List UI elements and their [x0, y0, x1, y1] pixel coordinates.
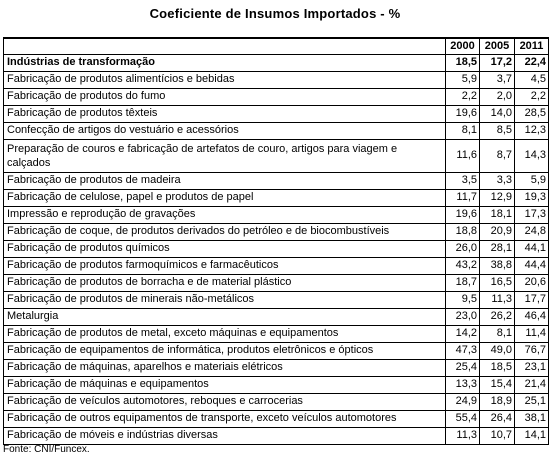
value-cell: 8,5: [480, 122, 515, 139]
column-header-2005: 2005: [480, 38, 515, 54]
value-cell: 38,1: [515, 410, 549, 427]
value-cell: 25,4: [446, 359, 480, 376]
row-label: Fabricação de produtos de madeira: [4, 172, 446, 189]
value-cell: 5,9: [446, 71, 480, 88]
value-cell: 14,3: [515, 139, 549, 172]
value-cell: 43,2: [446, 257, 480, 274]
table-row: [4, 342, 549, 359]
value-cell: 18,5: [480, 359, 515, 376]
value-cell: 11,7: [446, 189, 480, 206]
value-cell: 14,0: [480, 105, 515, 122]
table-row: [4, 240, 549, 257]
value-cell: 2,0: [480, 88, 515, 105]
row-label: Fabricação de máquinas, aparelhos e materiais elétricos: [4, 359, 446, 376]
header-row: [4, 38, 549, 54]
table-row: [4, 223, 549, 240]
value-cell: 22,4: [515, 54, 549, 71]
value-cell: 5,9: [515, 172, 549, 189]
table-title: Coeficiente de Insumos Importados - %: [149, 6, 401, 21]
value-cell: 26,0: [446, 240, 480, 257]
row-label: Preparação de couros e fabricação de artefatos de couro, artigos para viagem e calçados: [4, 139, 446, 172]
value-cell: 11,6: [446, 139, 480, 172]
value-cell: 16,5: [480, 274, 515, 291]
value-cell: 3,7: [480, 71, 515, 88]
row-label: Fabricação de produtos farmoquímicos e farmacêuticos: [4, 257, 446, 274]
table-row: [4, 172, 549, 189]
value-cell: 26,2: [480, 308, 515, 325]
value-cell: 2,2: [446, 88, 480, 105]
value-cell: 46,4: [515, 308, 549, 325]
value-cell: 4,5: [515, 71, 549, 88]
row-label: Impressão e reprodução de gravações: [4, 206, 446, 223]
value-cell: 3,3: [480, 172, 515, 189]
value-cell: 8,7: [480, 139, 515, 172]
value-cell: 11,4: [515, 325, 549, 342]
table-row: [4, 71, 549, 88]
table-row: [4, 122, 549, 139]
value-cell: 8,1: [446, 122, 480, 139]
table-row: [4, 308, 549, 325]
value-cell: 18,7: [446, 274, 480, 291]
row-label: Fabricação de produtos do fumo: [4, 88, 446, 105]
value-cell: 15,4: [480, 376, 515, 393]
row-label: Indústrias de transformação: [4, 54, 446, 71]
value-cell: 76,7: [515, 342, 549, 359]
value-cell: 25,1: [515, 393, 549, 410]
row-label: Fabricação de outros equipamentos de transporte, exceto veículos automotores: [4, 410, 446, 427]
value-cell: 18,9: [480, 393, 515, 410]
table-row: [4, 189, 549, 206]
value-cell: 8,1: [480, 325, 515, 342]
row-label: Fabricação de móveis e indústrias diversas: [4, 427, 446, 444]
table-row: [4, 359, 549, 376]
table-row: [4, 325, 549, 342]
value-cell: 18,8: [446, 223, 480, 240]
table-row: [4, 410, 549, 427]
row-label: Fabricação de celulose, papel e produtos de papel: [4, 189, 446, 206]
table-row: [4, 427, 549, 444]
value-cell: 2,2: [515, 88, 549, 105]
value-cell: 21,4: [515, 376, 549, 393]
value-cell: 24,9: [446, 393, 480, 410]
column-header-2011: 2011: [515, 38, 549, 54]
row-label: Fabricação de produtos de metal, exceto máquinas e equipamentos: [4, 325, 446, 342]
value-cell: 14,1: [515, 427, 549, 444]
value-cell: 11,3: [446, 427, 480, 444]
row-label: Fabricação de veículos automotores, reboques e carrocerias: [4, 393, 446, 410]
row-label: Fabricação de produtos alimentícios e bebidas: [4, 71, 446, 88]
table-row: [4, 139, 549, 172]
value-cell: 23,0: [446, 308, 480, 325]
table-row: [4, 274, 549, 291]
table-row: [4, 376, 549, 393]
value-cell: 47,3: [446, 342, 480, 359]
table-row: [4, 206, 549, 223]
table-row: [4, 105, 549, 122]
value-cell: 28,5: [515, 105, 549, 122]
imported-inputs-table: [3, 37, 549, 445]
value-cell: 26,4: [480, 410, 515, 427]
source-note: Fonte: CNI/Funcex.: [3, 444, 90, 455]
table-row: [4, 257, 549, 274]
value-cell: 28,1: [480, 240, 515, 257]
row-label: Fabricação de coque, de produtos derivados do petróleo e de biocombustíveis: [4, 223, 446, 240]
value-cell: 19,6: [446, 105, 480, 122]
total-row: [4, 54, 549, 71]
value-cell: 24,8: [515, 223, 549, 240]
value-cell: 44,4: [515, 257, 549, 274]
value-cell: 9,5: [446, 291, 480, 308]
row-label: Fabricação de máquinas e equipamentos: [4, 376, 446, 393]
value-cell: 12,9: [480, 189, 515, 206]
value-cell: 13,3: [446, 376, 480, 393]
table-row: [4, 291, 549, 308]
value-cell: 44,1: [515, 240, 549, 257]
row-label: Fabricação de produtos químicos: [4, 240, 446, 257]
table-row: [4, 393, 549, 410]
value-cell: 23,1: [515, 359, 549, 376]
value-cell: 14,2: [446, 325, 480, 342]
value-cell: 20,6: [515, 274, 549, 291]
value-cell: 19,3: [515, 189, 549, 206]
value-cell: 11,3: [480, 291, 515, 308]
value-cell: 18,1: [480, 206, 515, 223]
value-cell: 3,5: [446, 172, 480, 189]
row-label: Metalurgia: [4, 308, 446, 325]
row-label: Fabricação de equipamentos de informática, produtos eletrônicos e ópticos: [4, 342, 446, 359]
value-cell: 55,4: [446, 410, 480, 427]
value-cell: 17,7: [515, 291, 549, 308]
value-cell: 49,0: [480, 342, 515, 359]
value-cell: 17,2: [480, 54, 515, 71]
row-label: Fabricação de produtos têxteis: [4, 105, 446, 122]
row-label: Confecção de artigos do vestuário e acessórios: [4, 122, 446, 139]
row-label: Fabricação de produtos de minerais não-metálicos: [4, 291, 446, 308]
value-cell: 12,3: [515, 122, 549, 139]
value-cell: 17,3: [515, 206, 549, 223]
header-label-cell: [4, 38, 446, 54]
value-cell: 10,7: [480, 427, 515, 444]
column-header-2000: 2000: [446, 38, 480, 54]
value-cell: 20,9: [480, 223, 515, 240]
value-cell: 19,6: [446, 206, 480, 223]
table-body: [4, 38, 549, 444]
row-label: Fabricação de produtos de borracha e de material plástico: [4, 274, 446, 291]
value-cell: 38,8: [480, 257, 515, 274]
table-row: [4, 88, 549, 105]
value-cell: 18,5: [446, 54, 480, 71]
